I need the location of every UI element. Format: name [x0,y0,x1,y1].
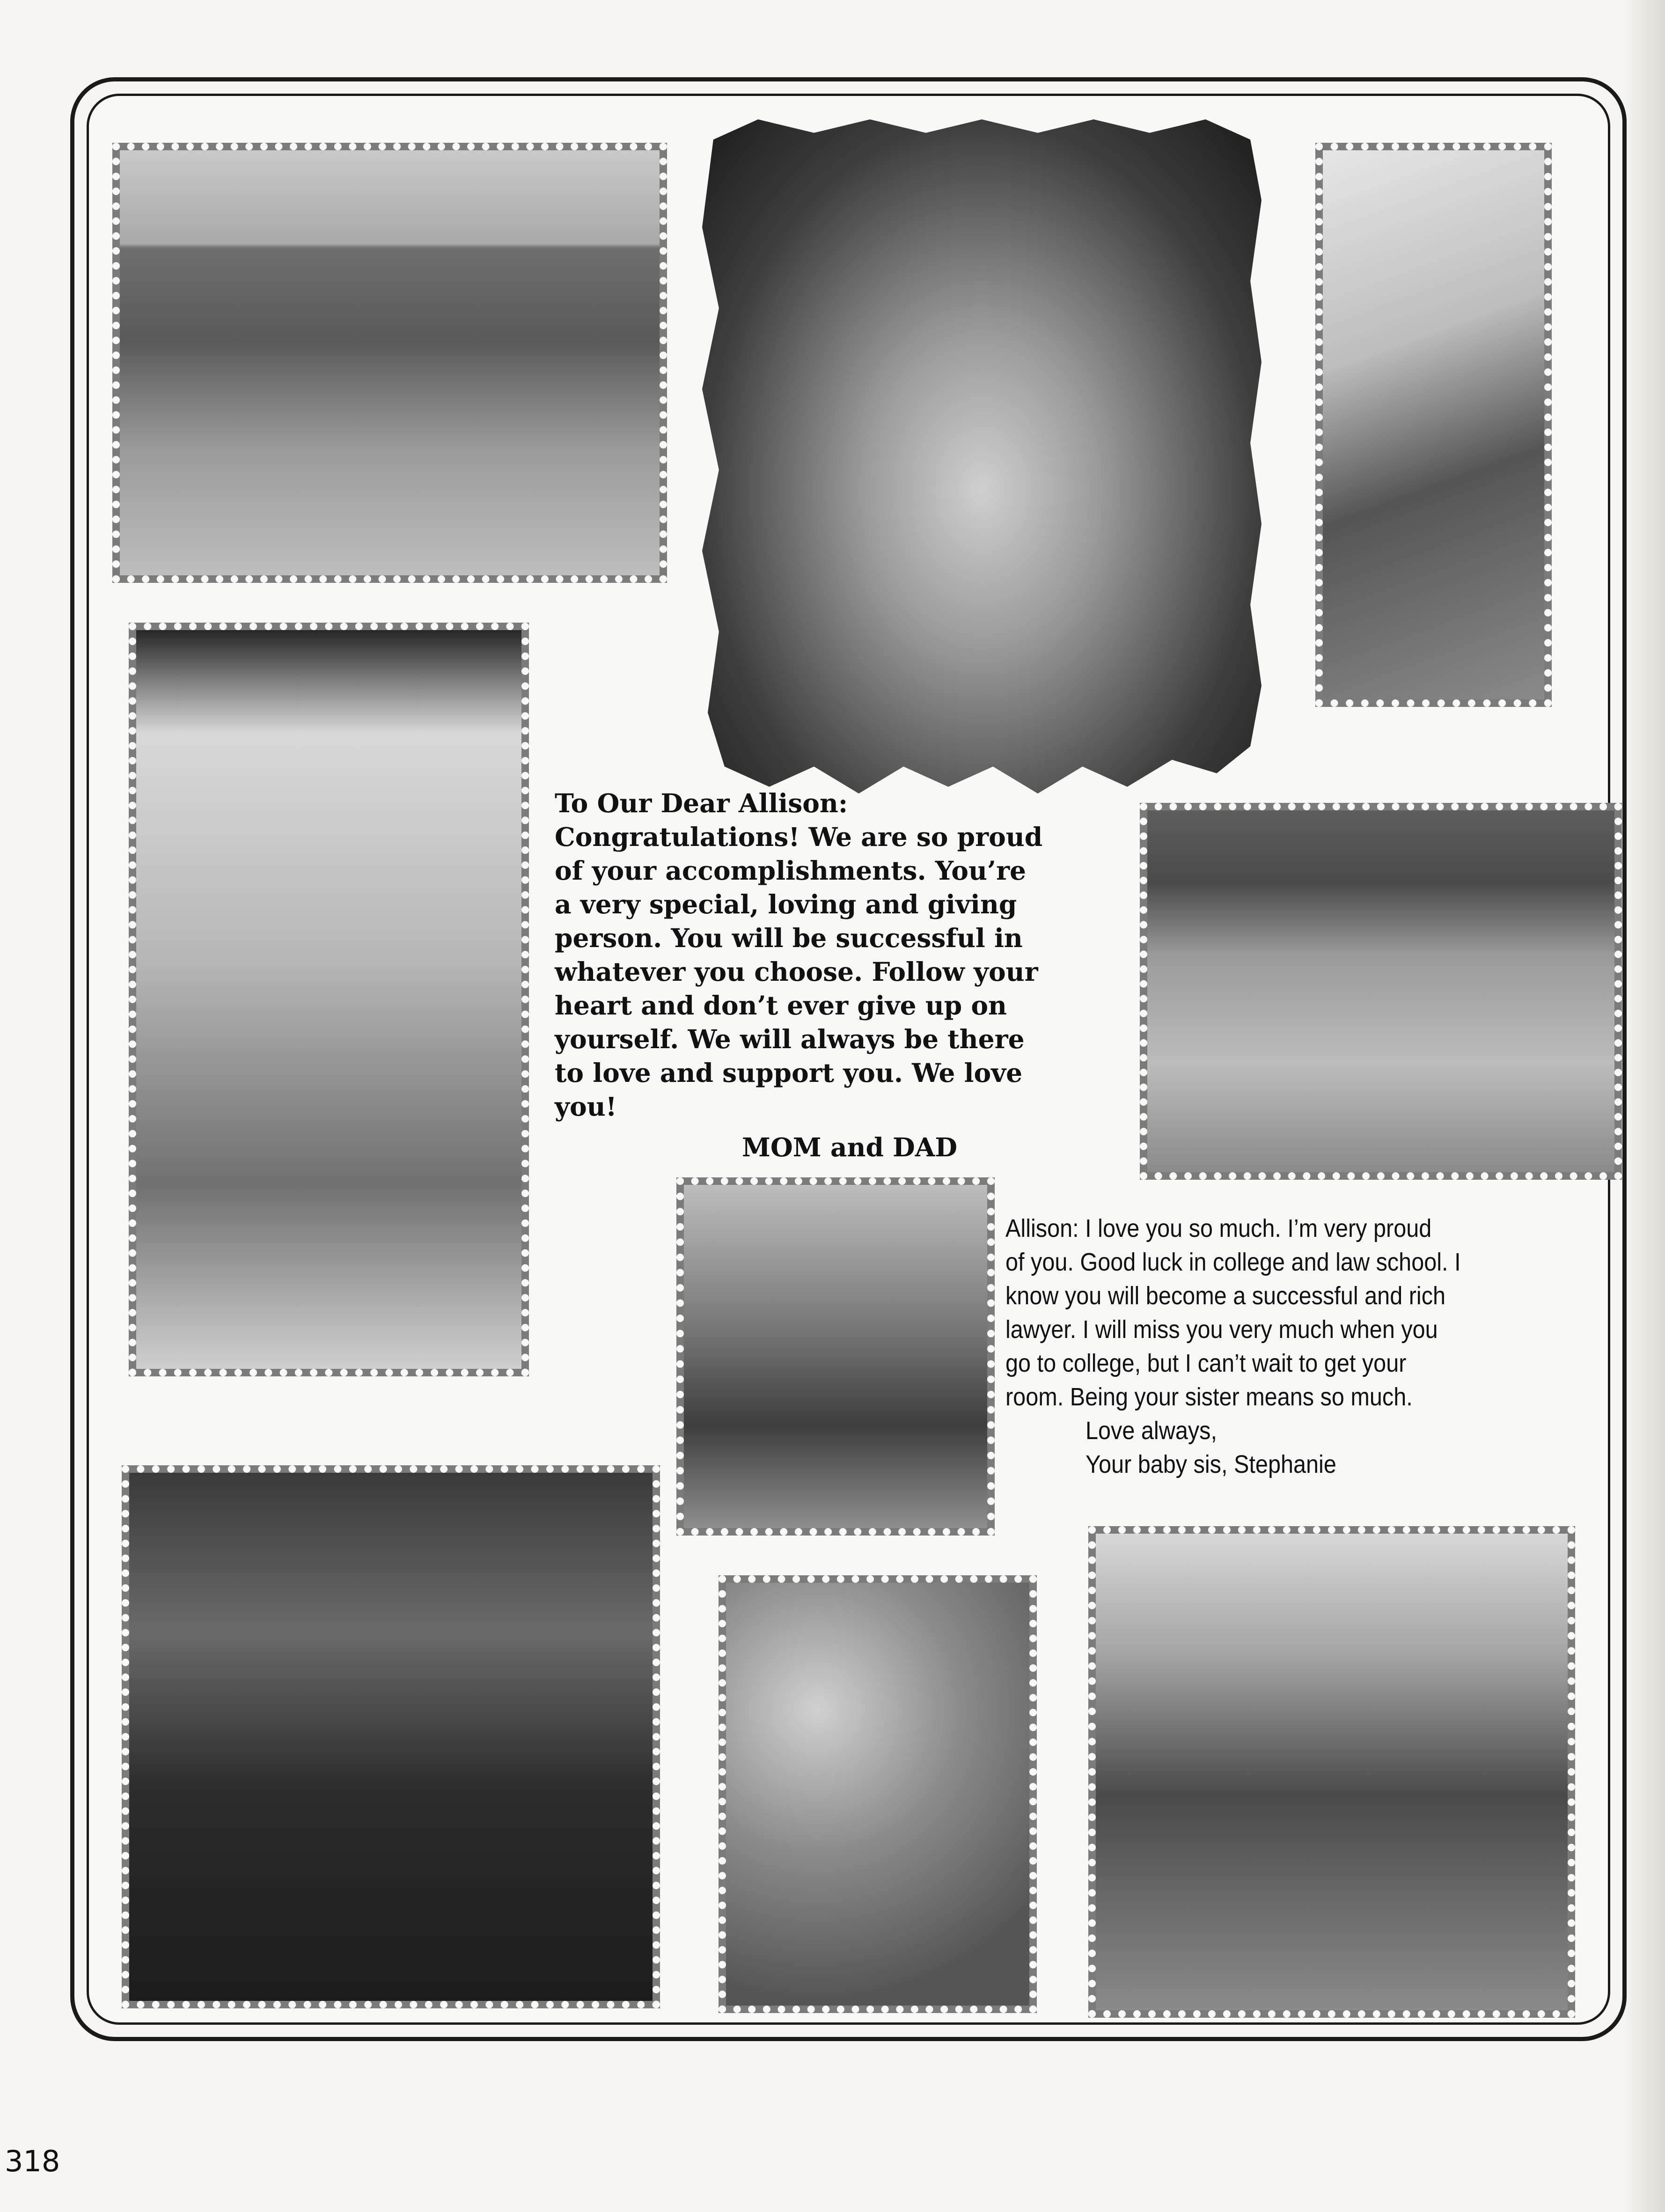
photo-girl-swimsuit [1315,143,1552,707]
parents-message-line: To Our Dear Allison: [555,788,848,818]
parents-message [555,786,1130,1162]
photo-sisters-indoors [1088,1526,1575,2018]
parents-message-line: to love and support you. We love [555,1058,1023,1088]
parents-message-line: you! [555,1091,617,1122]
photo-child-tricycle [1140,803,1622,1180]
sister-message-line: lawyer. I will miss you very much when you [1005,1315,1438,1344]
parents-message-line: a very special, loving and giving [555,889,1017,919]
parents-message-line: person. You will be successful in [555,923,1023,953]
photo-group-four-girls-outdoors [112,143,667,583]
sister-closing: Love always, [1086,1417,1217,1445]
sister-message-line: room. Being your sister means so much. [1005,1383,1413,1411]
parents-signature: MOM and DAD [742,1132,958,1162]
photo-couple-formal [122,1465,660,2008]
photo-graduation-portrait [702,119,1262,794]
page-number: 318 [5,2144,60,2178]
photo-girls-ball-pit [719,1575,1037,2013]
parents-message-line: yourself. We will always be there [555,1024,1025,1054]
sister-message-line: of you. Good luck in college and law school. I [1005,1248,1461,1276]
photo-kids-schoolyard [676,1177,995,1536]
page-edge-shadow [1623,0,1665,2212]
sister-message [1005,1212,1503,1481]
parents-message-line: of your accomplishments. You’re [555,855,1027,886]
parents-message-line: Congratulations! We are so proud [555,822,1043,852]
parents-message-line: whatever you choose. Follow your [555,956,1038,987]
sister-message-line: Allison: I love you so much. I’m very proud [1005,1214,1432,1242]
sister-message-line: go to college, but I can’t wait to get your [1005,1349,1407,1377]
sister-message-line: know you will become a successful and rich [1005,1282,1446,1310]
parents-message-line: heart and don’t ever give up on [555,990,1007,1021]
sister-signature: Your baby sis, Stephanie [1086,1450,1336,1478]
photo-toddler-ice-skating [129,623,529,1376]
